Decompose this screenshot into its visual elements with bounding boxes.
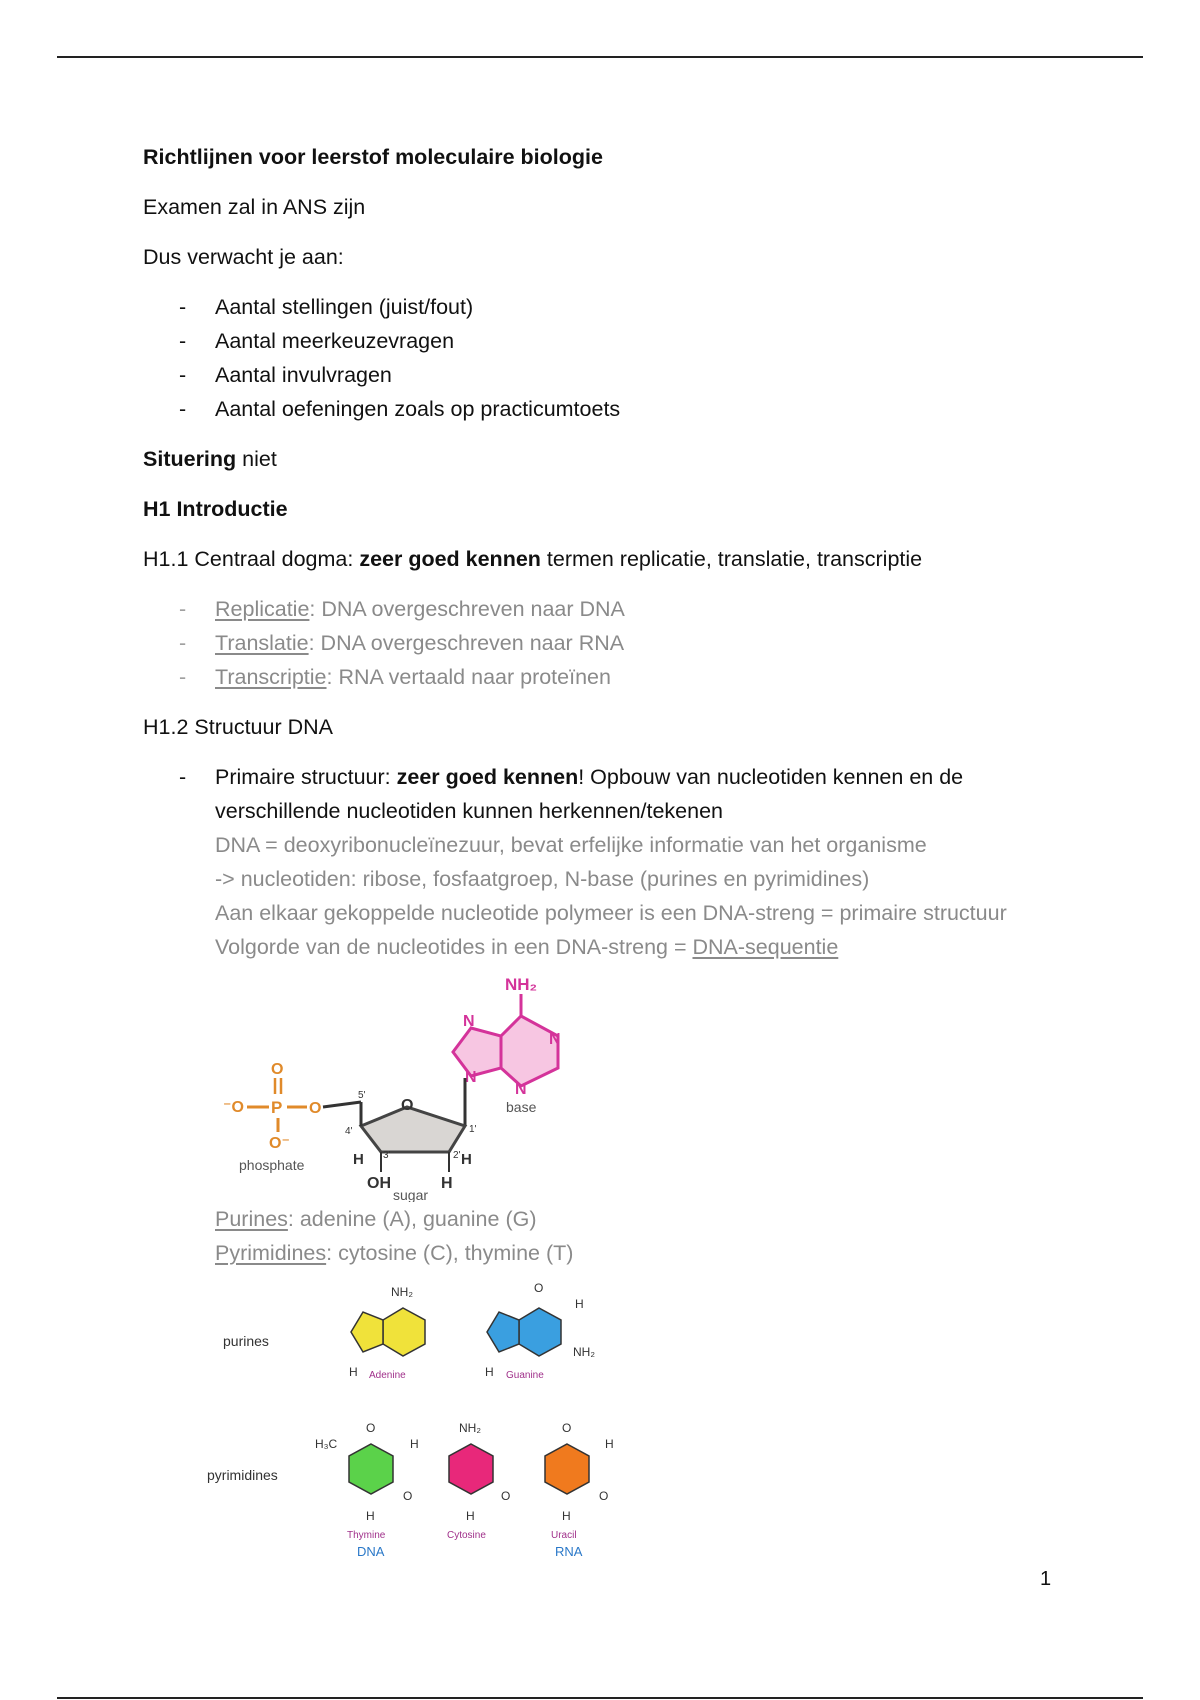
nh2-label: NH₂ [391, 1285, 413, 1299]
h-label: H [466, 1509, 475, 1523]
p-label: P [271, 1098, 283, 1117]
rna-label: RNA [555, 1544, 583, 1559]
document-title: Richtlijnen voor leerstof moleculaire biologie [143, 145, 603, 169]
n-label: N [549, 1031, 561, 1048]
cytosine-molecule [447, 1421, 510, 1541]
c2-label: 2' [453, 1150, 461, 1161]
h3c-label: H₃C [315, 1437, 338, 1451]
list-item: - Aantal invulvragen [143, 358, 1073, 392]
bases-figure [203, 1276, 643, 1566]
guanine-six-ring [519, 1308, 561, 1356]
thymine-label: Thymine [347, 1530, 386, 1541]
structure-notes [143, 828, 1073, 964]
sugar-caption: sugar [393, 1187, 429, 1202]
h-label: H [461, 1151, 472, 1168]
adenine-six-ring [383, 1308, 425, 1356]
list-item: - Replicatie: DNA overgeschreven naar DNA [143, 592, 1073, 626]
base-six-ring [501, 1016, 558, 1086]
h-label: H [349, 1365, 358, 1379]
nh2-label: NH₂ [505, 975, 538, 994]
guanine-molecule [485, 1281, 595, 1381]
o-minus-label: O⁻ [269, 1135, 290, 1152]
h-label: H [441, 1175, 453, 1192]
phosphate-group [223, 1061, 361, 1173]
base-caption: base [506, 1099, 537, 1115]
o-label: O [534, 1281, 544, 1295]
n-label: N [463, 1013, 475, 1030]
o-label: O [403, 1489, 413, 1503]
o-label: O [562, 1421, 572, 1435]
sugar-ring [345, 1090, 477, 1202]
o-label: O [401, 1097, 414, 1114]
n-label: N [515, 1081, 527, 1098]
guanine-label: Guanine [506, 1370, 544, 1381]
note-line: Volgorde van de nucleotides in een DNA-streng = DNA-sequentie [215, 935, 839, 959]
nh2-label: NH₂ [573, 1345, 595, 1359]
exam-note: Examen zal in ANS zijn [143, 195, 366, 219]
h-label: H [575, 1297, 584, 1311]
c1-label: 1' [469, 1124, 477, 1135]
document-body [143, 140, 1073, 1566]
h-label: H [366, 1509, 375, 1523]
thymine-molecule [315, 1421, 419, 1559]
structure-list [143, 760, 1073, 828]
o-minus-label: ⁻O [223, 1099, 244, 1116]
adenine-molecule [349, 1285, 425, 1381]
o-label: O [501, 1489, 511, 1503]
guanine-five-ring [487, 1312, 519, 1352]
note-line: -> nucleotiden: ribose, fosfaatgroep, N-base (purines en pyrimidines) [215, 867, 870, 891]
thymine-ring [349, 1444, 393, 1494]
uracil-label: Uracil [551, 1530, 577, 1541]
nh2-label: NH₂ [459, 1421, 481, 1435]
list-item: - Transcriptie: RNA vertaald naar proteïnen [143, 660, 1073, 694]
note-line: DNA = deoxyribonucleïnezuur, bevat erfelijke informatie van het organisme [215, 833, 927, 857]
h-label: H [485, 1365, 494, 1379]
adenine-five-ring [351, 1312, 383, 1352]
h-label: H [562, 1509, 571, 1523]
pyrimidines-row-label: pyrimidines [207, 1467, 278, 1483]
h-label: H [410, 1437, 419, 1451]
page-number: 1 [1040, 1568, 1052, 1590]
note-line: Purines: adenine (A), guanine (G) [215, 1207, 537, 1231]
heading-h1-1: H1.1 Centraal dogma: zeer goed kennen termen replicatie, translatie, transcriptie [143, 547, 923, 571]
footer-rule [57, 1697, 1143, 1699]
expect-list [143, 290, 1073, 426]
heading-h1-2: H1.2 Structuur DNA [143, 715, 333, 739]
o-label: O [366, 1421, 376, 1435]
h-label: H [353, 1151, 364, 1168]
list-item: - Primaire structuur: zeer goed kennen! Opbouw van nucleotiden kennen en de verschillende nucleotiden kunnen herkennen/tekenen [143, 760, 1073, 828]
heading-h1: H1 Introductie [143, 497, 288, 521]
header-rule [57, 56, 1143, 58]
o-label: O [599, 1489, 609, 1503]
n-label: N [465, 1069, 477, 1086]
base-five-ring [453, 1028, 501, 1076]
c4-label: 4' [345, 1126, 353, 1137]
adenine-label: Adenine [369, 1370, 406, 1381]
situering-line: Situering niet [143, 447, 277, 471]
uracil-ring [545, 1444, 589, 1494]
cytosine-ring [449, 1444, 493, 1494]
dna-label: DNA [357, 1544, 385, 1559]
c5-label: 5' [358, 1090, 366, 1101]
ester-bond [323, 1102, 361, 1107]
h-label: H [605, 1437, 614, 1451]
c3-label: 3' [383, 1150, 391, 1161]
base-ring [453, 975, 561, 1115]
cytosine-label: Cytosine [447, 1530, 486, 1541]
phosphate-caption: phosphate [239, 1157, 305, 1173]
o-label: O [309, 1100, 322, 1117]
dogma-list [143, 592, 1073, 694]
bases-notes [143, 1202, 1073, 1270]
list-item: - Aantal oefeningen zoals op practicumtoets [143, 392, 1073, 426]
nucleotide-figure [203, 964, 663, 1202]
note-line: Pyrimidines: cytosine (C), thymine (T) [215, 1241, 574, 1265]
o-label: O [271, 1061, 284, 1078]
note-line: Aan elkaar gekoppelde nucleotide polymeer is een DNA-streng = primaire structuur [215, 901, 1007, 925]
list-item: - Translatie: DNA overgeschreven naar RNA [143, 626, 1073, 660]
expect-intro: Dus verwacht je aan: [143, 245, 344, 269]
list-item: - Aantal stellingen (juist/fout) [143, 290, 1073, 324]
oh-label: OH [367, 1175, 391, 1192]
list-item: - Aantal meerkeuzevragen [143, 324, 1073, 358]
uracil-molecule [545, 1421, 614, 1559]
purines-row-label: purines [223, 1333, 269, 1349]
